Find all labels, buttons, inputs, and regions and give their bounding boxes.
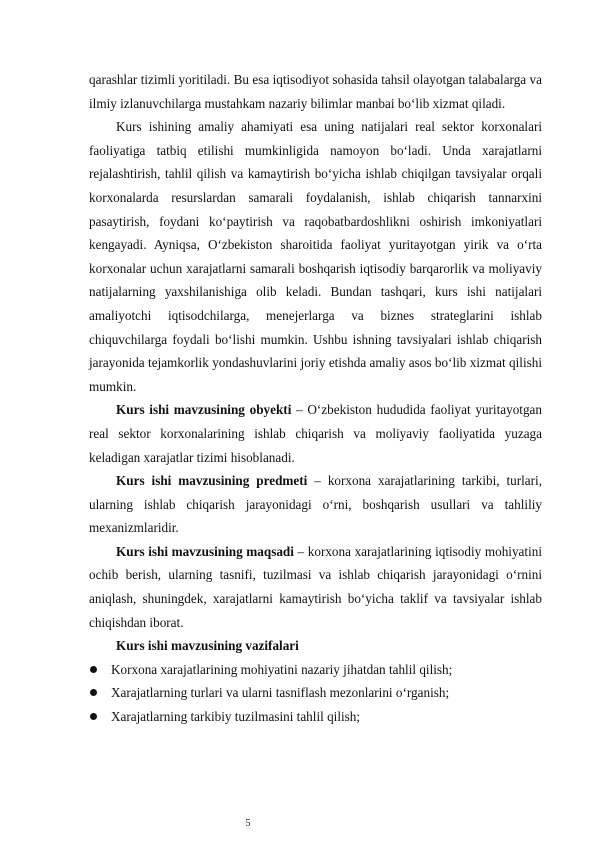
paragraph-intro-continuation: qarashlar tizimli yoritiladi. Bu esa iqtisodiyot sohasida tahsil olayotgan talabalarga va ilmiy izlanuvchilarga mustahkam nazariy bilimlar manbai bo‘lib xizmat qiladi. (89, 72, 542, 111)
object-label: Kurs ishi mavzusining obyekti (116, 402, 292, 418)
paragraph-subject (89, 469, 542, 540)
list-item (89, 681, 542, 705)
paragraph-goal (89, 540, 542, 634)
subject-label: Kurs ishi mavzusining predmeti (116, 473, 308, 489)
page-number: 5 (245, 818, 251, 829)
tasks-list (89, 658, 542, 729)
tasks-heading: Kurs ishi mavzusining vazifalari (116, 638, 299, 654)
bullet-icon (90, 689, 97, 696)
subject-text: – korxona xarajatlarining tarkibi, turlari, ularning ishlab chiqarish jarayonidagi o‘rni, boshqarish usullari va tahliliy mexanizmlaridir. (89, 473, 543, 536)
list-item (89, 705, 542, 729)
list-item-text: Xarajatlarning turlari va ularni tasniflash mezonlarini o‘rganish; (111, 685, 450, 701)
document-body (89, 68, 542, 729)
list-item (89, 658, 542, 682)
goal-label: Kurs ishi mavzusining maqsadi (116, 543, 294, 559)
paragraph-practical-significance: Kurs ishining amaliy ahamiyati esa uning natijalari real sektor korxonalari faoliyatiga tatbiq etilishi mumkinligida namoyon bo‘ladi. Unda xarajatlarni rejalashtirish, tahlil qilish va kamaytirish bo‘yicha ishlab chiqilgan tavsiyalar orqali korxonalarda resurslardan samarali foydalanish, ishlab chiqarish tannarxini pasaytirish, foydani ko‘paytirish va raqobatbardoshlikni oshirish imkoniyatlari kengayadi. Ayniqsa, O‘zbekiston sharoitida faoliyat yuritayotgan yirik va o‘rta korxonalar uchun xarajatlarni samarali boshqarish iqtisodiy barqarorlik va moliyaviy natijalarning yaxshilanishiga olib keladi. Bundan tashqari, kurs ishi natijalari amaliyotchi iqtisodchilarga, menejerlarga va biznes strateglarini ishlab chiquvchilarga foydali bo‘lishi mumkin. Ushbu ishning tavsiyalari ishlab chiqarish jarayonida tejamkorlik yondashuvlarini joriy etishda amaliy asos bo‘lib xizmat qilishi mumkin. (89, 119, 542, 394)
object-text: – O‘zbekiston hududida faoliyat yuritayotgan real sektor korxonalarining ishlab chiqarish va moliyaviy faoliyatida yuzaga keladigan xarajatlar tizimi hisoblanadi. (89, 402, 543, 465)
bullet-icon (90, 713, 97, 720)
bullet-icon (90, 666, 97, 673)
goal-text: – korxona xarajatlarining iqtisodiy mohiyatini ochib berish, ularning tasnifi, tuzilmasi va ishlab chiqarish jarayonidagi o‘rnini aniqlash, shuningdek, xarajatlarni kamaytirish bo‘yicha taklif va tavsiyalar ishlab chiqishdan iborat. (89, 543, 542, 630)
paragraph-object (89, 398, 542, 469)
list-item-text: Xarajatlarning tarkibiy tuzilmasini tahlil qilish; (111, 709, 361, 725)
list-item-text: Korxona xarajatlarining mohiyatini nazariy jihatdan tahlil qilish; (111, 661, 453, 677)
